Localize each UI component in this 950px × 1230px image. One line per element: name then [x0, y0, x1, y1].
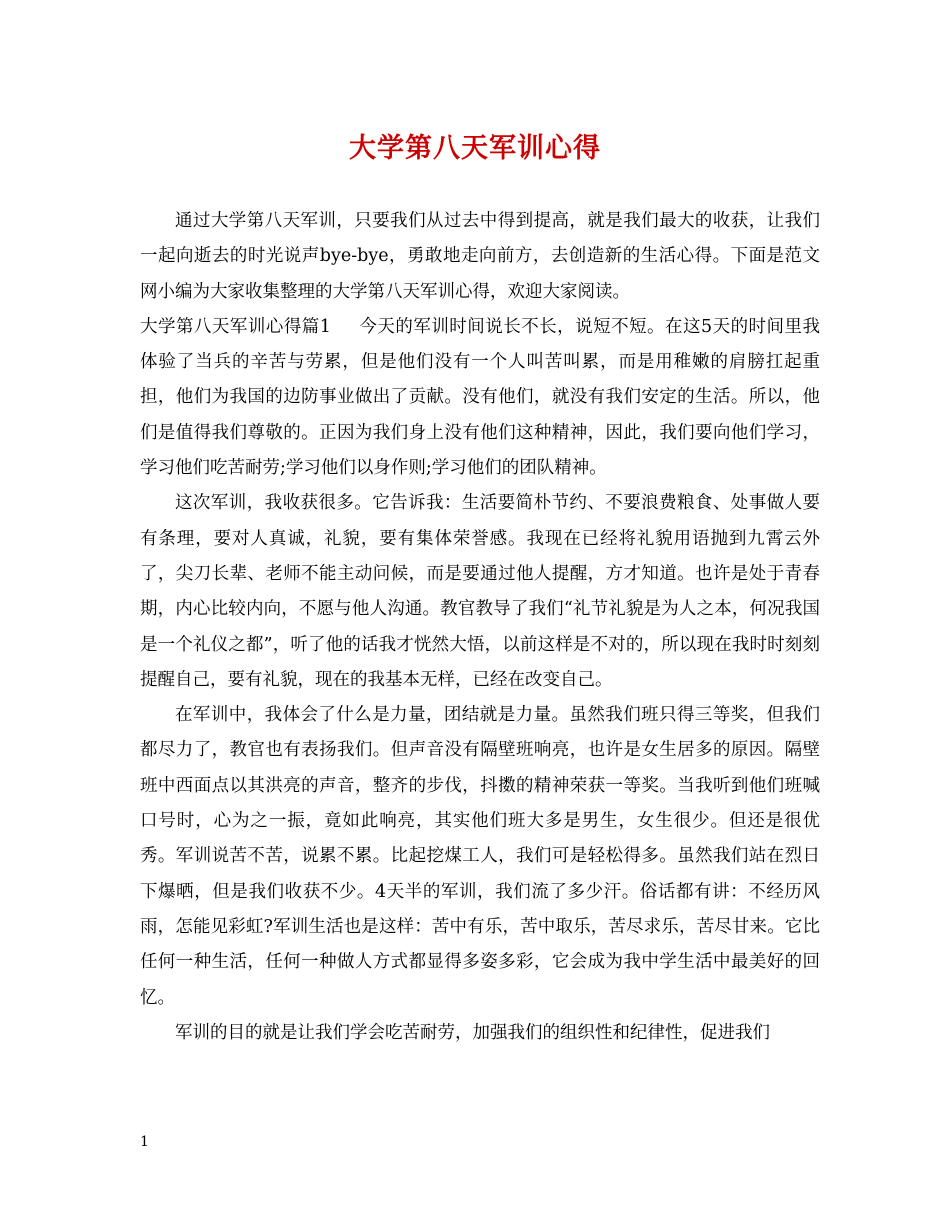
document-title: 大学第八天军训心得: [349, 133, 601, 164]
paragraph-4: 军训的目的就是让我们学会吃苦耐劳，加强我们的组织性和纪律性，促进我们: [175, 1022, 770, 1043]
paragraph-2: 这次军训，我收获很多。它告诉我：生活要简朴节约、不要浪费粮食、处事做人要有条理，要对人真诚，礼貌，要有集体荣誉感。我现在已经将礼貌用语抛到九霄云外了，尖刀长辈、老师不能主动问候，而是要通过他人提醒，方才知道。也许是处于青春期，内心比较内向，不愿与他人沟通。教官教导了我们“礼节礼貌是为人之本，何况我国是一个礼仪之都”，听了他的话我才恍然大悟，以前这样是不对的，所以现在我时时刻刻提醒自己，要有礼貌，现在的我基本无样，已经在改变自己。: [140, 493, 820, 690]
document-body: [140, 204, 820, 1051]
section-paragraph-text: 今天的军训时间说长不长，说短不短。在这5天的时间里我体验了当兵的辛苦与劳累，但是他们没有一个人叫苦叫累，而是用稚嫩的肩膀扛起重担，他们为我国的边防事业做出了贡献。没有他们，就没有我们安定的生活。所以，他们是值得我们尊敬的。正因为我们身上没有他们这种精神，因此，我们要向他们学习，学习他们吃苦耐劳;学习他们以身作则;学习他们的团队精神。: [140, 316, 820, 479]
section-heading: 大学第八天军训心得篇1: [140, 316, 331, 337]
intro-paragraph: 通过大学第八天军训，只要我们从过去中得到提高，就是我们最大的收获，让我们一起向逝去的时光说声bye-bye，勇敢地走向前方，去创造新的生活心得。下面是范文网小编为大家收集整理的大学第八天军训心得，欢迎大家阅读。: [140, 211, 820, 302]
paragraph-3: 在军训中，我体会了什么是力量，团结就是力量。虽然我们班只得三等奖，但我们都尽力了，教官也有表扬我们。但声音没有隔壁班响亮，也许是女生居多的原因。隔壁班中西面点以其洪亮的声音，整齐的步伐，抖擞的精神荣获一等奖。当我听到他们班喊口号时，心为之一振，竟如此响亮，其实他们班大多是男生，女生很少。但还是很优秀。军训说苦不苦，说累不累。比起挖煤工人，我们可是轻松得多。虽然我们站在烈日下爆晒，但是我们收获不少。4天半的军训，我们流了多少汗。俗话都有讲：不经历风雨，怎能见彩虹?军训生活也是这样：苦中有乐，苦中取乐，苦尽求乐，苦尽甘来。它比任何一种生活，任何一种做人方式都显得多姿多彩，它会成为我中学生活中最美好的回忆。: [140, 705, 820, 1008]
section-paragraph: [140, 310, 820, 486]
page-number: 1: [140, 1134, 149, 1150]
